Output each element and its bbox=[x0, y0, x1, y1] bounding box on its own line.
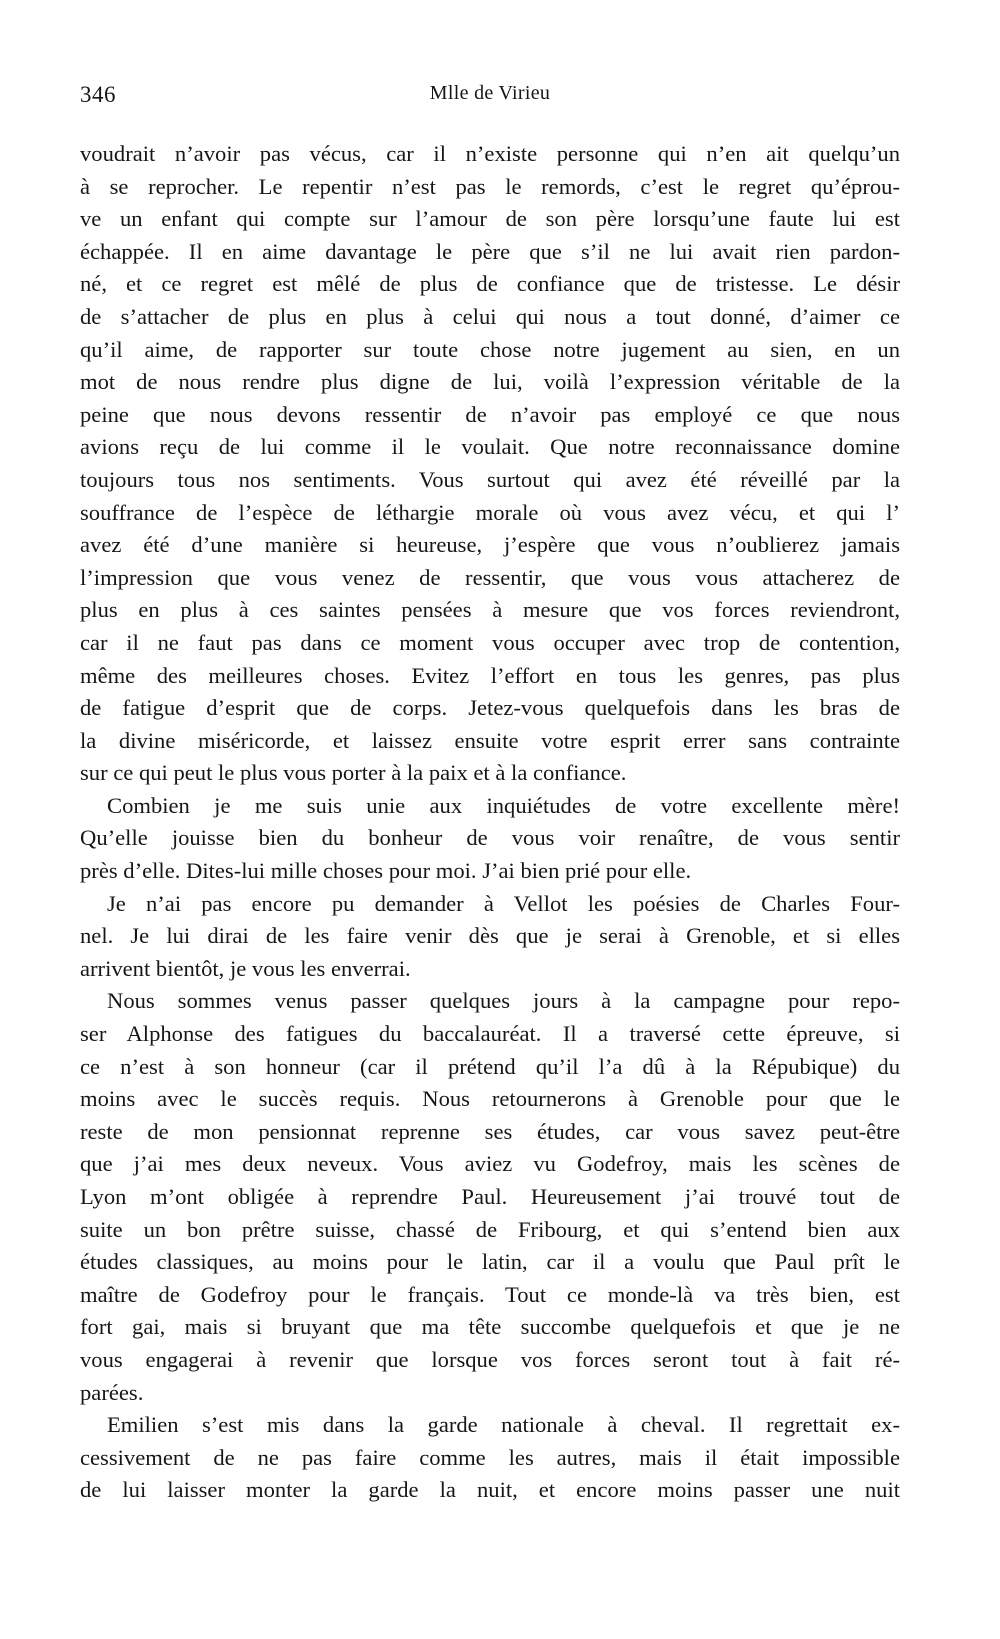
text-line: arrivent bientôt, je vous les enverrai. bbox=[80, 955, 411, 981]
page-number: 346 bbox=[80, 82, 116, 107]
text-line: maître de Godefroy pour le français. Tout ce monde-là va très bien, est bbox=[80, 1281, 900, 1307]
text-line: reste de mon pensionnat reprenne ses études, car vous savez peut-être bbox=[80, 1118, 900, 1144]
text-line: près d’elle. Dites-lui mille choses pour moi. J’ai bien prié pour elle. bbox=[80, 858, 692, 884]
text-line: échappée. Il en aime davantage le père que s’il ne lui avait rien pardon- bbox=[80, 238, 900, 264]
text-line: voudrait n’avoir pas vécus, car il n’existe personne qui n’en ait quelqu’un bbox=[80, 141, 900, 166]
text-line: nel. Je lui dirai de les faire venir dès que je serai à Grenoble, et si elles bbox=[80, 923, 900, 949]
text-line: études classiques, au moins pour le latin, car il a voulu que Paul prît le bbox=[80, 1249, 900, 1275]
text-line: fort gai, mais si bruyant que ma tête succombe quelquefois et que je ne bbox=[80, 1314, 900, 1340]
text-line: car il ne faut pas dans ce moment vous occuper avec trop de contention, bbox=[80, 629, 900, 655]
text-line: avez été d’une manière si heureuse, j’espère que vous n’oublierez jamais bbox=[80, 532, 900, 558]
text-line: souffrance de l’espèce de léthargie morale où vous avez vécu, et qui l’ bbox=[80, 499, 900, 525]
text-line: Qu’elle jouisse bien du bonheur de vous voir renaître, de vous sentir bbox=[80, 825, 900, 851]
text-line: moins avec le succès requis. Nous retournerons à Grenoble pour que le bbox=[80, 1086, 900, 1112]
text-line: l’impression que vous venez de ressentir, que vous vous attacherez de bbox=[80, 564, 900, 590]
text-line: suite un bon prêtre suisse, chassé de Fribourg, et qui s’entend bien aux bbox=[80, 1216, 900, 1242]
text-line: Combien je me suis unie aux inquiétudes de votre excellente mère! bbox=[107, 792, 900, 818]
text-line: ve un enfant qui compte sur l’amour de son père lorsqu’une faute lui est bbox=[80, 206, 900, 232]
text-line: ce n’est à son honneur (car il prétend qu’il l’a dû à la Répubique) du bbox=[80, 1053, 900, 1079]
text-line: plus en plus à ces saintes pensées à mesure que vos forces reviendront, bbox=[80, 597, 900, 623]
text-line: parées. bbox=[80, 1379, 144, 1405]
text-line: de lui laisser monter la garde la nuit, et encore moins passer une nuit bbox=[80, 1477, 900, 1503]
text-line: sur ce qui peut le plus vous porter à la paix et à la confiance. bbox=[80, 760, 627, 786]
text-line: peine que nous devons ressentir de n’avoir pas employé ce que nous bbox=[80, 401, 900, 427]
text-line: cessivement de ne pas faire comme les autres, mais il était impossible bbox=[80, 1444, 900, 1470]
text-line: qu’il aime, de rapporter sur toute chose notre jugement au sien, en un bbox=[80, 336, 900, 362]
text-line: mot de nous rendre plus digne de lui, voilà l’expression véritable de la bbox=[80, 369, 900, 395]
text-line: ser Alphonse des fatigues du baccalauréat. Il a traversé cette épreuve, si bbox=[80, 1021, 900, 1047]
text-line: avions reçu de lui comme il le voulait. Que notre reconnaissance domine bbox=[80, 434, 900, 460]
text-line: Lyon m’ont obligée à reprendre Paul. Heureusement j’ai trouvé tout de bbox=[80, 1184, 900, 1209]
running-title: Mlle de Virieu bbox=[429, 82, 551, 104]
text-line: même des meilleures choses. Evitez l’effort en tous les genres, pas plus bbox=[80, 662, 900, 688]
text-line: vous engagerai à revenir que lorsque vos forces seront tout à fait ré- bbox=[80, 1346, 900, 1372]
text-line: Nous sommes venus passer quelques jours à la campagne pour repo- bbox=[107, 988, 900, 1014]
text-line: toujours tous nos sentiments. Vous surtout qui avez été réveillé par la bbox=[80, 466, 900, 492]
text-line: à se reprocher. Le repentir n’est pas le remords, c’est le regret qu’éprou- bbox=[80, 173, 900, 199]
text-line: Je n’ai pas encore pu demander à Vellot les poésies de Charles Four- bbox=[107, 890, 900, 916]
text-line: la divine miséricorde, et laissez ensuite votre esprit errer sans contrainte bbox=[80, 727, 900, 753]
body-text bbox=[80, 138, 900, 1507]
text-line: que j’ai mes deux neveux. Vous aviez vu Godefroy, mais les scènes de bbox=[80, 1151, 900, 1177]
text-line: né, et ce regret est mêlé de plus de confiance que de tristesse. Le désir bbox=[80, 271, 900, 297]
page-header bbox=[80, 82, 900, 116]
text-line: de fatigue d’esprit que de corps. Jetez-vous quelquefois dans les bras de bbox=[80, 695, 900, 721]
text-line: de s’attacher de plus en plus à celui qui nous a tout donné, d’aimer ce bbox=[80, 303, 900, 329]
text-line: Emilien s’est mis dans la garde nationale à cheval. Il regrettait ex- bbox=[107, 1412, 900, 1438]
